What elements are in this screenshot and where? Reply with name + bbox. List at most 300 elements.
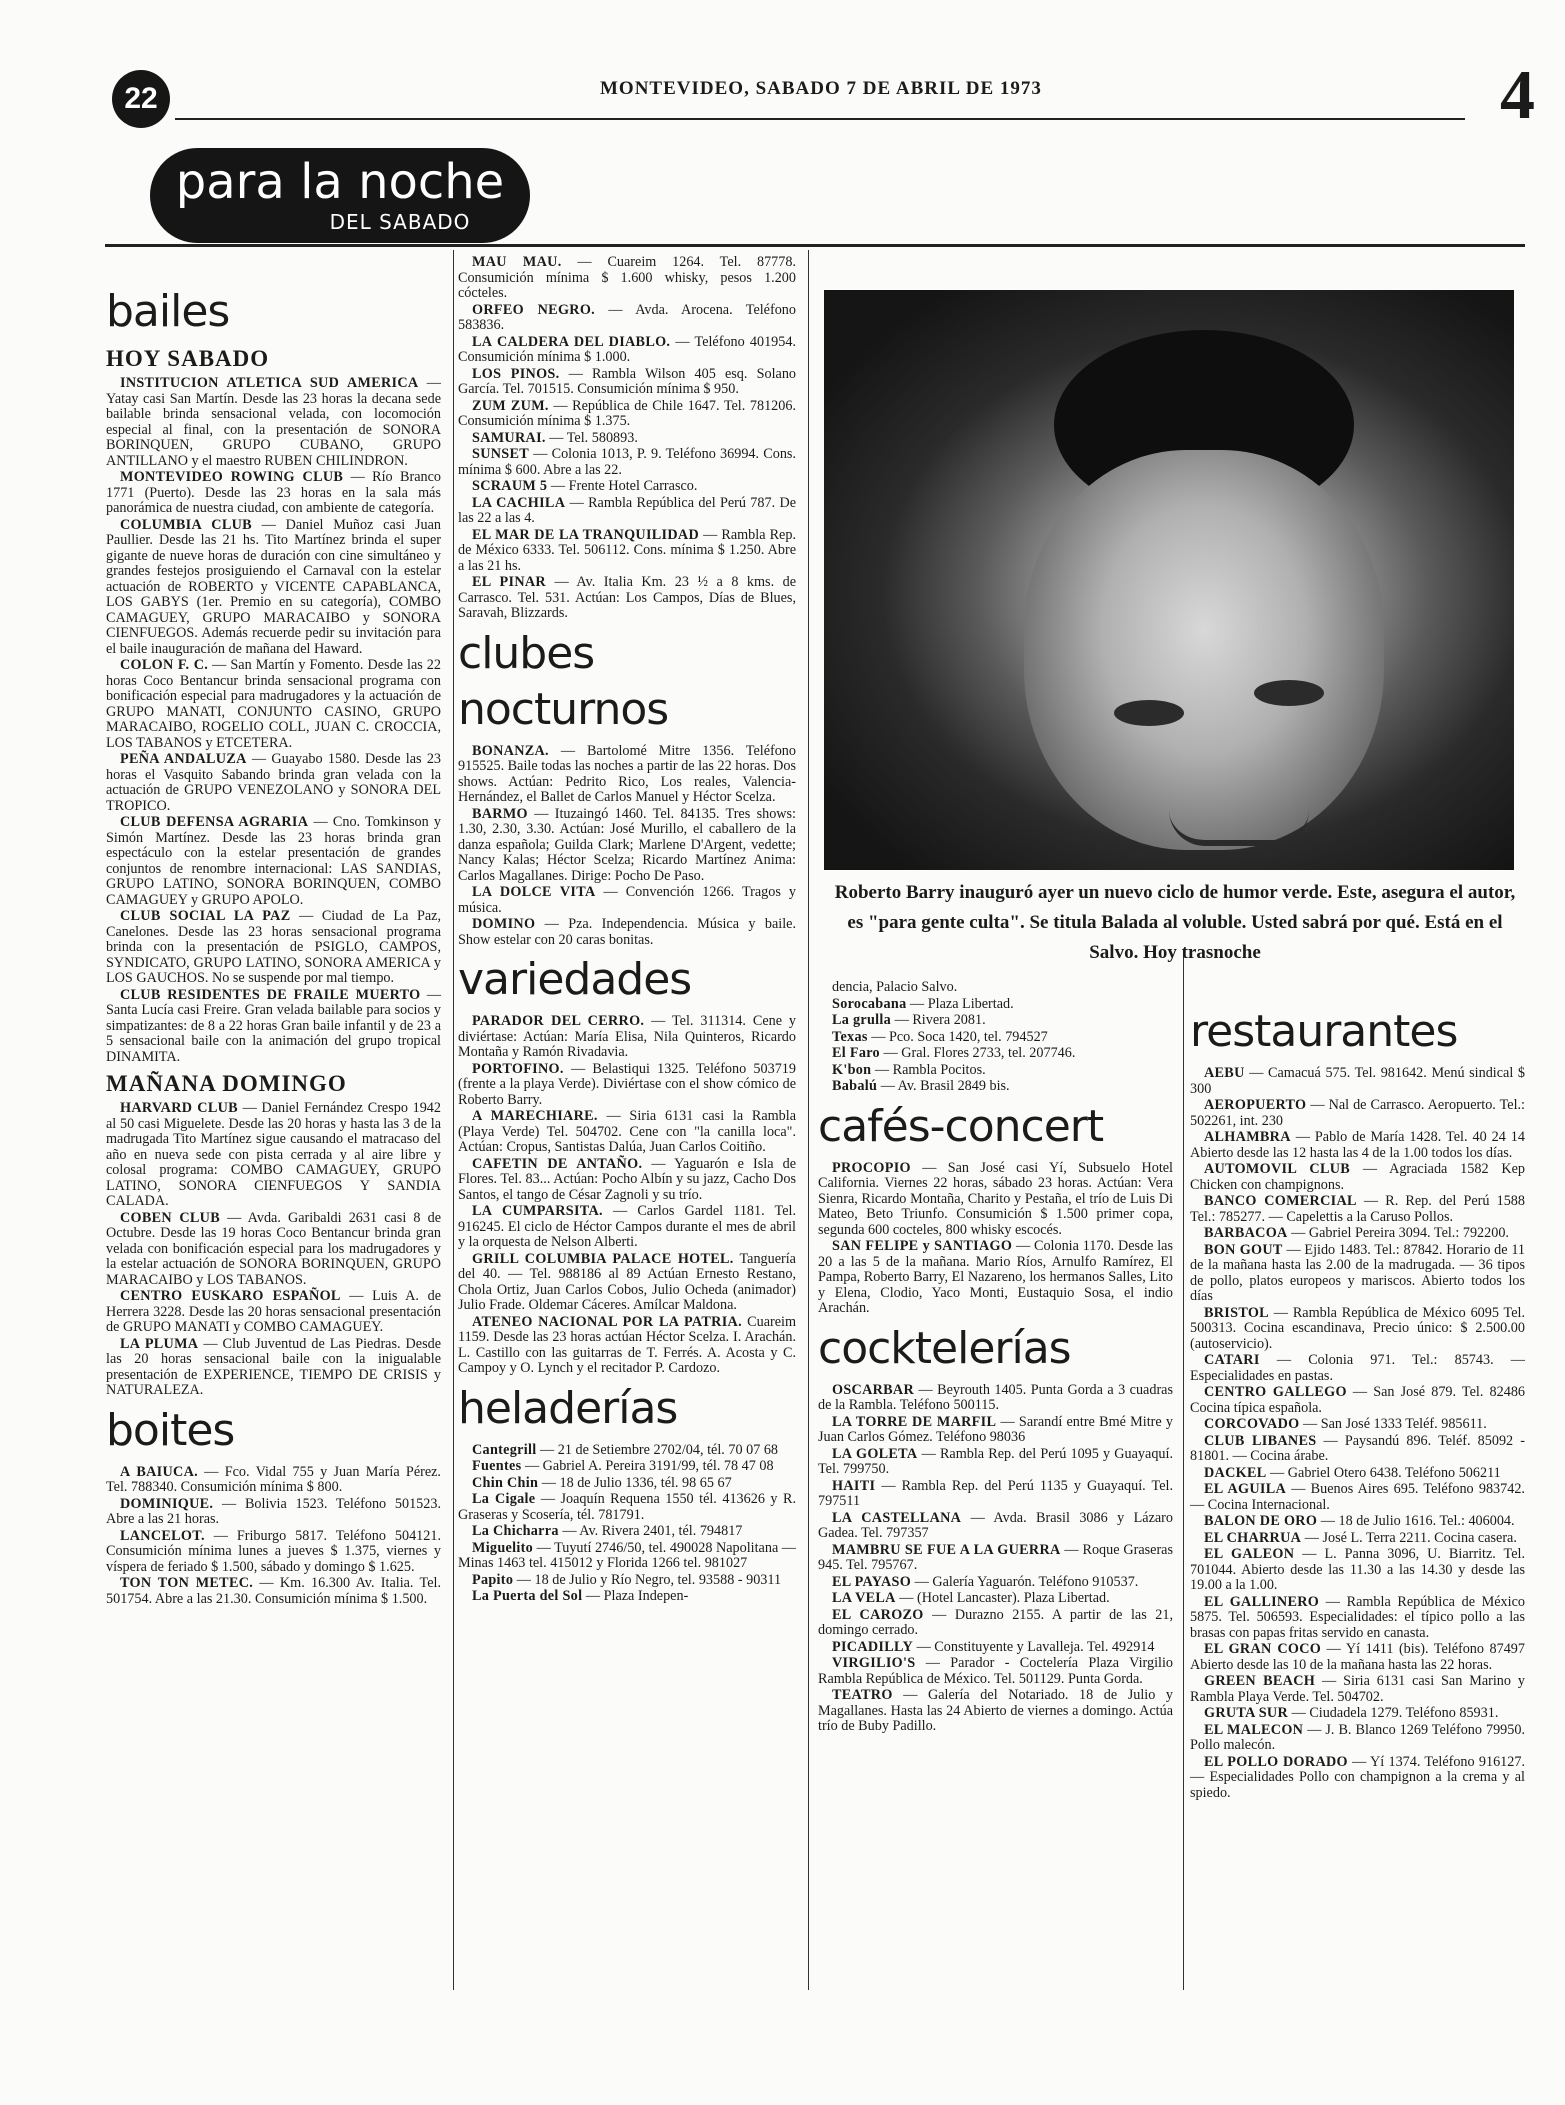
listing-entry (1190, 1514, 1525, 1530)
listing-name: PARADOR DEL CERRO. (472, 1013, 645, 1029)
listing-entry (458, 1109, 796, 1156)
clubes-list (458, 744, 796, 949)
listing-details: — Guayabo 1580. Desde las 23 horas el Vasquito Sabando brinda gran velada con la actuación de GRUPO VENEZOLANO y SONORA DEL TROPICO. (106, 751, 442, 814)
listing-details: — Santa Lucía casi Freire. Gran velada bailable para socios y simpatizantes: de 8 a 22 horas Gran baile infantil y de 23 a 5 sensacional baile con la animación del grupo tropical DINAMITA. (106, 986, 442, 1065)
photo-mouth-shape (1169, 810, 1309, 846)
listing-entry (458, 447, 796, 478)
listing-entry (818, 1575, 1173, 1591)
section-title-bailes: bailes (106, 286, 230, 337)
listing-entry (818, 1415, 1173, 1446)
listing-name: EL MAR DE LA TRANQUILIDAD (472, 526, 699, 543)
listing-entry (818, 1383, 1173, 1414)
listing-name: CATARI (1204, 1352, 1260, 1368)
listing-details: — Yí 1374. Teléfono 916127. — Especialidades Pollo con champignon a la crema y al spiedo. (1190, 1753, 1525, 1801)
listing-entry (818, 1079, 1173, 1095)
listing-name: LA VELA (832, 1590, 896, 1606)
listing-entry (1190, 1531, 1525, 1547)
listing-name: Fuentes (472, 1458, 522, 1474)
listing-details: — Galería Yaguarón. Teléfono 910537. (911, 1573, 1139, 1590)
section-title-heladerias: heladerías (458, 1382, 678, 1434)
listing-details: — Ituzaingó 1460. Tel. 84135. Tres shows: 1.30, 2.30, 3.30. Actúan: José Murillo, el caballero de la danza española; Guilda Clark; Marlene D'Argent, vedette; Nancy Kalas; Héctor Scelza; Ricardo Martínez Anima: Carlos Magallanes. Dirige: Pocho De Paso. (458, 805, 796, 884)
listing-details: — L. Panna 3096, U. Biarritz. Tel. 701044. Abierto desde las 11.30 a las 14.30 y desde las 19.00 a la 1.00. (1190, 1546, 1525, 1593)
listing-details: — Colonia 1013, P. 9. Teléfono 36994. Cons. mínima $ 600. Abre a las 22. (458, 446, 796, 478)
listing-details: dencia, Palacio Salvo. (832, 979, 958, 995)
listing-details: — Río Branco 1771 (Puerto). Desde las 23 horas en la sala más panorámica de nuestra ciudad, con ambiente de categoría. (106, 469, 442, 516)
listing-details: — Rambla Rep. de México 6333. Tel. 506112. Cons. mínima $ 1.250. Abre a las 21 hs. (458, 526, 796, 574)
listing-details: — República de Chile 1647. Tel. 781206. Consumición mínima $ 1.375. (458, 397, 796, 429)
listing-entry (106, 470, 441, 517)
listing-name: LA CACHILA (472, 494, 566, 511)
listing-details: — Parador - Coctelería Plaza Virgilio Rambla República de México. Tel. 501129. Punta Gorda. (818, 1655, 1173, 1687)
listing-details: — Ciudad de La Paz, Canelones. Desde las 23 horas sensacional programa brinda con la presentación de PSIGLO, CAMPOS, SYNDICATO, GRUPO LATINO, SONORA AMERICA y LOS GAUCHOS. No se suspende por mal tiempo. (106, 908, 441, 986)
listing-entry (458, 496, 796, 527)
listing-entry (1190, 1723, 1525, 1754)
listing-name: SAN FELIPE y SANTIAGO (832, 1238, 1013, 1254)
listing-name: ALHAMBRA (1204, 1129, 1291, 1145)
listing-name: ORFEO NEGRO. (472, 301, 596, 318)
boites-list (106, 1465, 441, 1608)
listing-name: PEÑA ANDALUZA (120, 751, 247, 767)
listing-entry (106, 518, 441, 658)
listing-entry (1190, 1353, 1525, 1384)
listing-name: CLUB LIBANES (1204, 1432, 1317, 1449)
listing-name: BON GOUT (1204, 1241, 1283, 1258)
listing-entry (458, 575, 796, 622)
listing-name: GRILL COLUMBIA PALACE HOTEL. (472, 1250, 734, 1267)
listing-name: SCRAUM 5 (472, 478, 548, 494)
listing-name: Babalú (832, 1078, 878, 1094)
listing-entry (106, 658, 441, 751)
listing-name: EL MALECON (1204, 1721, 1304, 1738)
listing-entry (818, 1656, 1173, 1687)
listing-name: EL AGUILA (1204, 1481, 1287, 1497)
listing-name: BANCO COMERCIAL (1204, 1193, 1357, 1209)
listing-entry (1190, 1674, 1525, 1705)
listing-details: — Club Juventud de Las Piedras. Desde las 20 horas sensacional baile con la inigualable presentación de EXPERIENCE, TIEMPO DE CRISIS y NATURALEZA. (106, 1335, 441, 1398)
listing-name: DOMINO (472, 916, 536, 932)
listing-entry (458, 367, 796, 398)
listing-entry (106, 1289, 441, 1336)
listing-details: — Av. Rivera 2401, tél. 794817 (558, 1523, 743, 1539)
photo-eye-shape (1114, 700, 1184, 726)
listing-name: K'bon (832, 1061, 872, 1078)
listing-entry (458, 917, 796, 948)
listing-entry (458, 335, 796, 366)
listing-details: — Buenos Aires 695. Teléfono 983742. — Cocina Internacional. (1190, 1481, 1525, 1513)
listing-entry (1190, 1066, 1525, 1097)
listing-name: GRUTA SUR (1204, 1705, 1289, 1721)
section-title-clubes-nocturnos: clubes nocturnos (458, 627, 669, 735)
listing-entry (106, 1497, 441, 1528)
listing-entry (1190, 1482, 1525, 1513)
listing-name: La Chicharra (472, 1523, 559, 1539)
listing-entry (458, 479, 796, 495)
listing-details: — Rambla República de México 6095 Tel. 500313. Cocina escandinava, Precio único: $ 2.500.00 (autoservicio). (1190, 1304, 1525, 1352)
listing-name: LOS PINOS. (472, 365, 560, 382)
listing-name: GREEN BEACH (1204, 1673, 1316, 1689)
listing-entry (1190, 1385, 1525, 1416)
listing-details: — Galería del Notariado. 18 de Julio y Magallanes. Hasta las 24 Abierto de viernes a domingo. Actúa trío de Buby Padillo. (818, 1687, 1173, 1734)
listing-name: AUTOMOVIL CLUB (1204, 1161, 1351, 1177)
listing-details: — (Hotel Lancaster). Plaza Libertad. (895, 1590, 1110, 1606)
banner-subtitle: DEL SABADO (329, 210, 471, 234)
header-rule (175, 118, 1465, 120)
listing-name: EL GRAN COCO (1204, 1641, 1322, 1657)
listing-details: — Rambla Pocitos. (871, 1061, 986, 1078)
listing-entry (458, 1459, 796, 1475)
listing-entry (458, 744, 796, 806)
listing-entry (818, 1511, 1173, 1542)
boites-continued-list (458, 255, 796, 622)
listing-entry (458, 303, 796, 334)
listing-name: LA CUMPARSITA. (472, 1203, 603, 1219)
listing-entry (458, 1443, 796, 1459)
listing-details: — Avda. Garibaldi 2631 casi 8 de Octubre. Desde las 19 horas Coco Bentancur brinda gran velada con bonificación especial para los madrugadores y la estelar actuación de SONORA BORINQUEN, GRUPO MARACAIBO y LOS TABANOS. (106, 1209, 441, 1288)
listing-details: — J. B. Blanco 1269 Teléfono 79950. Pollo malecón. (1190, 1721, 1525, 1753)
listing-details: — Ejido 1483. Tel.: 87842. Horario de 11 de la mañana hasta las 2.00 de la madrugada. — 36 tipos de pollo, platos europeos y mariscos. Abierto todos los días (1190, 1241, 1525, 1304)
listing-details: — Colonia 1170. Desde las 20 a las 5 de la mañana. Mario Ríos, Arnulfo Ramírez, El Pampa, Roberto Barry, El Nazareno, los hermanos Salles, Lito y Elena, Clodio, Yaco Monti, Eustaquio Sosa, el indio Arachán. (818, 1238, 1173, 1316)
listing-entry (106, 1576, 441, 1607)
listing-entry (1190, 1547, 1525, 1594)
listing-details: — Fco. Vidal 755 y Juan María Pérez. Tel. 788340. Consumición mínima $ 800. (106, 1463, 441, 1495)
listing-entry (818, 1046, 1173, 1062)
listing-entry (106, 1211, 441, 1289)
listing-entry (106, 376, 441, 469)
listing-name: EL PAYASO (832, 1573, 912, 1590)
column-4 (1190, 1000, 1525, 1802)
listing-details: — Avda. Arocena. Teléfono 583836. (458, 301, 796, 333)
listing-details: — Cuareim 1264. Tel. 87778. Consumición mínima $ 1.600 whisky, pesos 1.200 cócteles. (458, 254, 796, 301)
subsection-manana-domingo: MAÑANA DOMINGO (106, 1071, 347, 1096)
listing-entry (106, 815, 441, 908)
listing-details: — Daniel Muñoz casi Juan Paullier. Desde las 21 hs. Tito Martínez brinda el super gigante de nueve horas de duración con cine simultáneo y grandes festejos prosiguiendo el Carnaval con la estelar actuación de ROBERTO y VICENTE CAPABLANCA, LOS GABYS (1er. Premio en su categoría), COMBO CAMAGUEY, GRUPO MARACAIBO y SONORA CIENFUEGOS. Además recuerde pedir su invitación para el baile inauguración de mañana del Haward. (106, 516, 441, 657)
listing-details: — Siria 6131 casi la Rambla (Playa Verde) Tel. 504702. Cene con "la canilla loca". Actúan: Cropus, Santistas Dalúa, Juan Carlos Coitiño. (458, 1108, 796, 1155)
listing-entry (818, 1640, 1173, 1656)
dateline: MONTEVIDEO, SABADO 7 DE ABRIL DE 1973 (600, 78, 1042, 99)
listing-details: — Av. Italia Km. 23 ½ a 8 kms. de Carrasco. Tel. 531. Actúan: Los Campos, Días de Blues, Saravah, Blizzards. (458, 574, 797, 621)
listing-entry (818, 1688, 1173, 1735)
listing-details: — Belastiqui 1325. Teléfono 503719 (frente a la playa Verde). Diviértase con el show cómico de Roberto Barry. (458, 1060, 796, 1108)
listing-details: — Gabriel Otero 6438. Teléfono 506211 (1266, 1464, 1501, 1481)
listing-name: La Cigale (472, 1491, 536, 1507)
listing-details: — Bartolomé Mitre 1356. Teléfono 915525. Baile todas las noches a partir de las 22 horas. Dos shows. Actúan: Pedrito Rico, Los reales, Valencia-Hernández, el Ballet de Carlos Manuel y Héctor Scelza. (458, 742, 796, 805)
listing-details: Cuareim 1159. Desde las 23 horas actúan Héctor Scelza. I. Arachán. L. Castillo con las guitarras de T. Ferrés. A. Acosta y C. Campoy y O. Lynch y el recitador P. Cardozo. (458, 1313, 796, 1376)
listing-details: — Frente Hotel Carrasco. (547, 478, 698, 494)
section-title-cocktelerias: cocktelerías (818, 1322, 1071, 1374)
listing-details: — Gabriel A. Pereira 3191/99, tél. 78 47 08 (521, 1458, 774, 1474)
listing-name: LA CASTELLANA (832, 1509, 962, 1526)
listing-name: VIRGILIO'S (832, 1655, 916, 1671)
listing-details: — José L. Terra 2211. Cocina casera. (1301, 1529, 1517, 1546)
listing-entry (458, 528, 796, 575)
listing-name: COBEN CLUB (120, 1209, 220, 1226)
listing-entry (1190, 1417, 1525, 1433)
listing-details: — Plaza Libertad. (906, 995, 1014, 1012)
listing-entry (458, 1014, 796, 1061)
listing-entry (106, 1529, 441, 1576)
banner-title: para la noche (175, 154, 505, 210)
listing-name: PORTOFINO. (472, 1060, 564, 1077)
listing-name: MAMBRU SE FUE A LA GUERRA (832, 1541, 1061, 1558)
listing-details: — Yaguarón e Isla de Flores. Tel. 83... Actúan: Pocho Albín y su jazz, Cacho Dos Santos, el tango de César Zagnoli y su trío. (458, 1155, 796, 1203)
listing-details: — Luis A. de Herrera 3228. Desde las 20 horas sensacional presentación de GRUPO MANATI y COMBO CAMAGUEY. (106, 1288, 441, 1335)
listing-details: — R. Rep. del Perú 1588 Tel.: 785277. — Capelettis a la Caruso Pollos. (1190, 1193, 1525, 1225)
listing-details: — San José 879. Tel. 82486 Cocina típica española. (1190, 1384, 1526, 1416)
listing-name: BRISTOL (1204, 1304, 1269, 1321)
listing-name: A BAIUCA. (120, 1463, 198, 1480)
listing-details: — Avda. Brasil 3086 y Lázaro Gadea. Tel. 797357 (818, 1509, 1173, 1541)
listing-entry (1190, 1642, 1525, 1673)
photo-eye-shape (1254, 680, 1324, 706)
listing-name: A MARECHIARE. (472, 1108, 598, 1124)
listing-details: — Joaquín Requena 1550 tél. 413626 y R. Graseras y Scosería, tél. 781791. (458, 1491, 796, 1523)
listing-name: BALON DE ORO (1204, 1513, 1318, 1529)
listing-entry (818, 1608, 1173, 1639)
listing-details: — Roque Graseras 945. Tel. 795767. (818, 1541, 1174, 1573)
listing-details: — Friburgo 5817. Teléfono 504121. Consumición mínima lunes a jueves $ 1.375, viernes y víspera de feriado $ 1.500, sábado y domingo $ 1.625. (106, 1527, 441, 1575)
bailes-hoy-list (106, 376, 441, 1065)
listing-details: — Av. Brasil 2849 bis. (877, 1078, 1010, 1094)
listing-details: — Yatay casi San Martín. Desde las 23 horas la decana sede bailable brinda sensacional velada, con locomoción especial al final, con la presentación de SONORA BORINQUEN, GRUPO CUBANO, GRUPO ANTILLANO y el maestro RUBEN CHILINDRON. (106, 375, 441, 469)
listing-entry (458, 885, 796, 916)
listing-details: — Rambla República de México 5875. Tel. 506593. Especialidades: el típico pollo a las brasas con papas fritas servido en canasta. (1190, 1593, 1525, 1641)
listing-entry (1190, 1098, 1525, 1129)
listing-details: — Nal de Carrasco. Aeropuerto. Tel.: 502261, int. 230 (1190, 1097, 1525, 1129)
listing-entry (458, 1573, 796, 1589)
listing-entry (1190, 1130, 1525, 1161)
listing-name: AEBU (1204, 1065, 1245, 1081)
photo-face-shape (1024, 450, 1384, 850)
listing-name: MAU MAU. (472, 254, 562, 270)
listing-name: CENTRO EUSKARO ESPAÑOL (120, 1288, 341, 1304)
section-title-variedades: variedades (458, 954, 692, 1005)
listing-name: ATENEO NACIONAL POR LA PATRIA. (472, 1313, 742, 1330)
listing-entry (106, 988, 441, 1066)
listing-entry (818, 1543, 1173, 1574)
listing-details: — San José casi Yí, Subsuelo Hotel California. Viernes 22 horas, sábado 23 horas. Actúan: Vera Sienra, Ricardo Montaña, Charito y Pestaña, el trío de Luis Di Mateo, Beto Triunfo. Consumición $ 1.500 primer copa, segunda 600 cocteles, 800 whisky escocés. (818, 1159, 1173, 1238)
variedades-list (458, 1014, 796, 1377)
listing-name: La Puerta del Sol (472, 1588, 583, 1604)
listing-name: LA CALDERA DEL DIABLO. (472, 333, 671, 350)
listing-details: — Rambla Wilson 405 esq. Solano García. Tel. 701515. Consumición mínima $ 950. (458, 365, 797, 397)
column-2 (458, 255, 796, 1606)
listing-details: — 21 de Setiembre 2702/04, tél. 70 07 68 (536, 1441, 779, 1458)
listing-name: EL PINAR (472, 574, 546, 590)
listing-details: — Cno. Tomkinson y Simón Martínez. Desde las 23 horas brinda gran espectáculo con la estelar presentación de grandes conjuntos de renombre internacional: LAS SANDIAS, GRUPO LATINO, SONORA BORINQUEN, COMBO CAMAGUEY y GRUPO APOLO. (106, 814, 441, 908)
listing-entry (458, 399, 796, 430)
listing-name: Texas (832, 1028, 868, 1045)
listing-details: — Rambla Rep. del Perú 1095 y Guayaquí. Tel. 799750. (818, 1445, 1173, 1477)
listing-entry (458, 1541, 796, 1572)
banner-rule (105, 244, 1525, 247)
heladerias-continued-list (818, 980, 1173, 1095)
listing-details: — Camacuá 575. Tel. 981642. Menú sindical $ 300 (1190, 1065, 1525, 1097)
listing-entry (818, 1239, 1173, 1317)
listing-entry (106, 752, 441, 814)
listing-name: ZUM ZUM. (472, 397, 549, 414)
subsection-hoy-sabado: HOY SABADO (106, 346, 270, 371)
listing-name: La grulla (832, 1012, 892, 1028)
listing-name: CLUB SOCIAL LA PAZ (120, 908, 291, 924)
listing-entry (1190, 1306, 1525, 1353)
listing-name: COLON F. C. (120, 657, 209, 673)
listing-name: EL CHARRUA (1204, 1529, 1302, 1546)
restaurantes-list (1190, 1066, 1525, 1801)
listing-name: COLUMBIA CLUB (120, 516, 252, 533)
listing-entry (458, 1315, 796, 1377)
corner-mark: 4 (1500, 57, 1535, 134)
listing-name: TEATRO (832, 1687, 893, 1703)
listing-entry (1190, 1706, 1525, 1722)
listing-entry (818, 980, 1173, 996)
listing-details: — Bolivia 1523. Teléfono 501523. Abre a las 21 horas. (106, 1495, 441, 1527)
listing-name: Sorocabana (832, 995, 907, 1012)
listing-entry (458, 1476, 796, 1492)
listing-name: Miguelito (472, 1539, 534, 1556)
listing-details: — Colonia 971. Tel.: 85743. — Especialidades en pastas. (1190, 1352, 1525, 1384)
photo-roberto-barry (824, 290, 1514, 870)
listing-details: — Pablo de María 1428. Tel. 40 24 14 Abierto desde las 12 hasta las 4 de la 1.00 todos los días. (1190, 1129, 1525, 1161)
listing-entry (458, 807, 796, 885)
listing-details: — Durazno 2155. A partir de las 21, domingo cerrado. (818, 1606, 1173, 1638)
listing-name: DOMINIQUE. (120, 1495, 214, 1512)
listing-details: — Km. 16.300 Av. Italia. Tel. 501754. Abre a las 21.30. Consumición mínima $ 1.500. (106, 1575, 441, 1607)
column-3 (818, 980, 1173, 1736)
listing-details: — Agraciada 1582 Kep Chicken con champignons. (1190, 1161, 1525, 1193)
listing-entry (458, 1524, 796, 1540)
listing-entry (818, 1161, 1173, 1239)
listing-entry (458, 431, 796, 447)
listing-entry (818, 1063, 1173, 1079)
listing-entry (458, 255, 796, 302)
listing-name: BONANZA. (472, 742, 549, 759)
listing-details: Tanguería del 40. — Tel. 988186 al 89 Actúan Ernesto Restano, Chola Ortiz, Juan Carlos Cobos, Julio Ocheda (animador) Julio Frade. Oldemar Cáceres. Amílcar Maldona. (458, 1250, 796, 1313)
listing-details: — Tuyutí 2746/50, tel. 490028 Napolitana — Minas 1463 tel. 415012 y Florida 1266 tel. 981027 (458, 1539, 796, 1571)
listing-details: — Rambla Rep. del Perú 1135 y Guayaquí. Tel. 797511 (818, 1477, 1173, 1509)
section-banner (150, 148, 530, 243)
listing-details: — Pco. Soca 1420, tel. 794527 (867, 1028, 1048, 1045)
listing-name: EL POLLO DORADO (1204, 1753, 1348, 1770)
heladerias-list (458, 1443, 796, 1605)
listing-details: — Ciudadela 1279. Teléfono 85931. (1288, 1705, 1499, 1721)
listing-name: TON TON METEC. (120, 1575, 254, 1591)
listing-details: — Paysandú 896. Teléf. 85092 - 81801. — Cocina árabe. (1190, 1432, 1525, 1464)
listing-entry (458, 1062, 796, 1109)
listing-details: — Plaza Indepen- (582, 1588, 689, 1604)
page-number: 22 (112, 70, 170, 128)
listing-name: AEROPUERTO (1204, 1097, 1307, 1113)
cafes-list (818, 1161, 1173, 1317)
listing-name: CENTRO GALLEGO (1204, 1384, 1347, 1400)
listing-details: — Pza. Independencia. Música y baile. Show estelar con 20 caras bonitas. (458, 916, 796, 948)
listing-name: CLUB RESIDENTES DE FRAILE MUERTO (120, 986, 421, 1003)
listing-name: BARBACOA (1204, 1225, 1288, 1241)
section-title-restaurantes: restaurantes (1190, 1006, 1458, 1057)
listing-details: — San José 1333 Teléf. 985611. (1299, 1416, 1487, 1432)
listing-entry (106, 1337, 441, 1399)
listing-entry (1190, 1466, 1525, 1482)
listing-entry (818, 1479, 1173, 1510)
listing-entry (1190, 1162, 1525, 1193)
listing-name: HAITI (832, 1477, 876, 1494)
section-title-cafes-concert: cafés-concert (818, 1100, 1104, 1152)
listing-entry (106, 1465, 441, 1496)
listing-details: — Beyrouth 1405. Punta Gorda a 3 cuadras de la Rambla. Teléfono 500115. (818, 1381, 1173, 1413)
listing-entry (1190, 1434, 1525, 1465)
listing-name: SAMURAI. (472, 429, 546, 446)
listing-details: — 18 de Julio 1336, tél. 98 65 67 (538, 1474, 732, 1491)
column-1 (106, 280, 441, 1608)
listing-entry (458, 1492, 796, 1523)
listing-details: — 18 de Julio 1616. Tel.: 406004. (1317, 1513, 1515, 1529)
listing-details: — Teléfono 401954. Consumición mínima $ 1.000. (458, 333, 796, 365)
listing-name: LANCELOT. (120, 1527, 205, 1544)
listing-details: — 18 de Julio y Río Negro, tel. 93588 - 90311 (513, 1571, 782, 1588)
cocktelerias-list (818, 1383, 1173, 1735)
listing-entry (1190, 1595, 1525, 1642)
listing-details: — Gabriel Pereira 3094. Tel.: 792200. (1287, 1225, 1509, 1241)
listing-details: — Tel. 580893. (545, 429, 638, 446)
listing-details: — Gral. Flores 2733, tel. 207746. (879, 1045, 1076, 1061)
listing-name: Cantegrill (472, 1441, 537, 1458)
listing-name: LA PLUMA (120, 1335, 199, 1352)
listing-entry (818, 1013, 1173, 1029)
listing-entry (1190, 1194, 1525, 1225)
listing-name: LA TORRE DE MARFIL (832, 1413, 997, 1430)
listing-name: CAFETIN DE ANTAÑO. (472, 1155, 643, 1172)
listing-entry (818, 1447, 1173, 1478)
listing-details: — San Martín y Fomento. Desde las 22 horas Coco Bentancur brinda sensacional programa con bonificación especial para madrugadores y la actuación de GRUPO MANATI, CONJUNTO CASINO, GRUPO MARACAIBO, ROGELIO COLL, JUAN C. CROCCIA, LOS TABANOS y ETCETERA. (106, 657, 441, 751)
listing-name: HARVARD CLUB (120, 1100, 238, 1116)
listing-name: OSCARBAR (832, 1381, 915, 1398)
listing-details: — Sarandí entre Bmé Mitre y Juan Carlos Gómez. Teléfono 98036 (818, 1413, 1173, 1445)
listing-entry (106, 1101, 441, 1210)
listing-entry (1190, 1755, 1525, 1802)
listing-name: LA GOLETA (832, 1445, 918, 1462)
listing-entry (818, 997, 1173, 1013)
listing-entry (458, 1157, 796, 1204)
listing-name: El Faro (832, 1045, 880, 1061)
column-divider (1183, 950, 1184, 1990)
listing-details: — Daniel Fernández Crespo 1942 al 50 casi Miguelete. Desde las 20 horas y hasta las 3 de la madrugada Tito Martínez sigue causando el matracaso del año en nueva sede con pista cerrada y al aire libre y colosal programa: COMBO CAMAGUEY, GRUPO LATINO, SONORA CIENFUEGOS Y SANDIA CALADA. (106, 1100, 441, 1209)
listing-name: INSTITUCION ATLETICA SUD AMERICA (120, 375, 419, 391)
listing-entry (458, 1252, 796, 1314)
listing-name: EL GALEON (1204, 1546, 1295, 1562)
listing-details: — Carlos Gardel 1181. Tel. 916245. El ciclo de Héctor Campos durante el mes de abril y la orquesta de Nelson Alberti. (458, 1203, 796, 1250)
listing-name: LA DOLCE VITA (472, 884, 596, 900)
photo-caption: Roberto Barry inauguró ayer un nuevo ciclo de humor verde. Este, asegura el autor, es "para gente culta". Se titula Balada al voluble. Usted sabrá por qué. Está en el Salvo. Hoy trasnoche (834, 882, 1516, 963)
listing-details: — Rambla República del Perú 787. De las 22 a las 4. (458, 494, 796, 526)
listing-name: EL CAROZO (832, 1606, 924, 1623)
listing-name: BARMO (472, 805, 528, 822)
listing-name: MONTEVIDEO ROWING CLUB (120, 469, 344, 485)
column-divider (453, 250, 454, 1990)
listing-entry (458, 1589, 796, 1605)
listing-name: EL GALLINERO (1204, 1593, 1320, 1610)
listing-details: — Constituyente y Lavalleja. Tel. 492914 (913, 1638, 1155, 1655)
listing-name: SUNSET (472, 446, 529, 462)
listing-name: PICADILLY (832, 1638, 914, 1655)
listing-name: DACKEL (1204, 1464, 1267, 1481)
listing-entry (1190, 1226, 1525, 1242)
listing-name: PROCOPIO (832, 1159, 911, 1176)
column-divider (808, 250, 809, 1990)
listing-details: — Rivera 2081. (891, 1012, 986, 1028)
listing-name: Papito (472, 1571, 514, 1588)
bailes-manana-list (106, 1101, 441, 1399)
listing-entry (818, 1030, 1173, 1046)
section-title-boites: boites (106, 1404, 235, 1456)
